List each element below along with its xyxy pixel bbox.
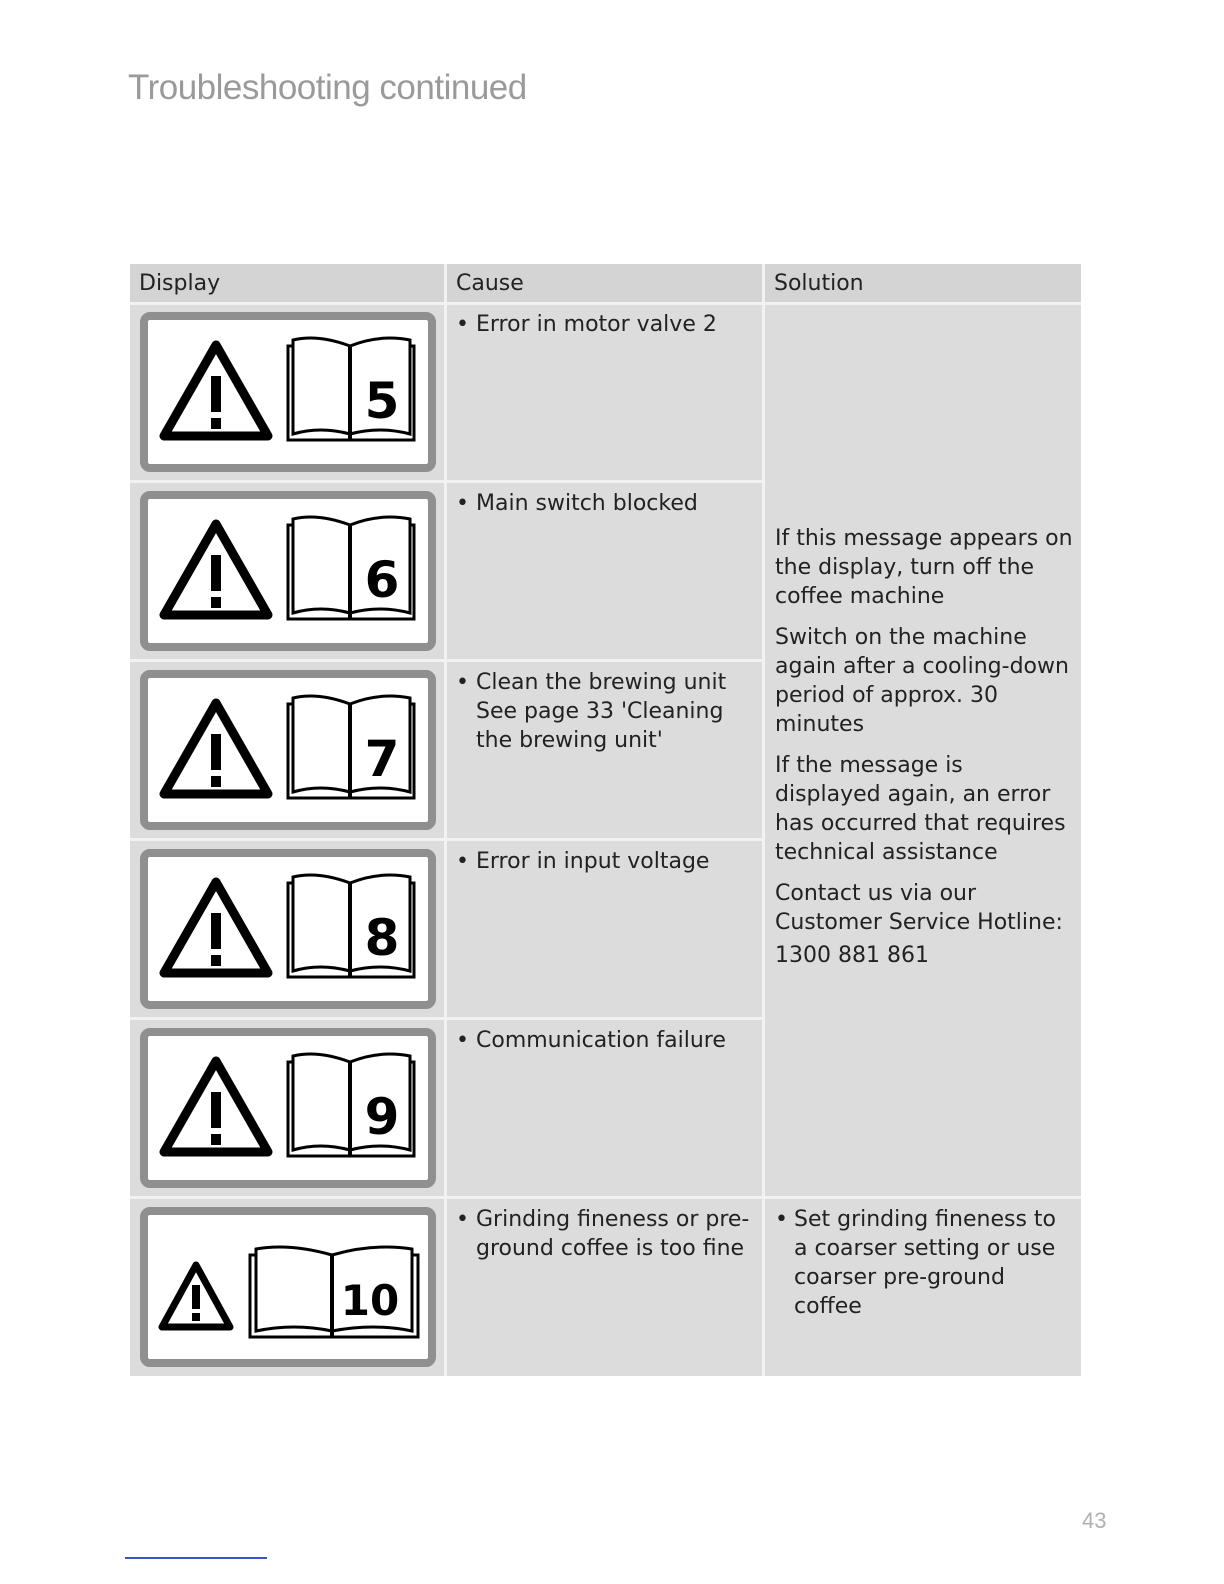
cause-cell — [456, 1205, 756, 1263]
bullet: • — [456, 1028, 469, 1053]
bullet: • — [456, 491, 469, 516]
page-title: Troubleshooting continued — [128, 68, 527, 107]
cause-text: Communication failure — [476, 1028, 726, 1053]
column-divider — [762, 264, 765, 1376]
error-code-label: 8 — [364, 909, 400, 967]
warning-triangle-icon — [162, 1265, 230, 1327]
header-display: Display — [130, 264, 444, 302]
solution-cell — [775, 1205, 1075, 1321]
cause-text: Main switch blocked — [476, 491, 698, 516]
cause-text: Clean the brewing unit See page 33 'Cleaning the brewing unit' — [476, 670, 727, 753]
bullet: • — [456, 312, 469, 337]
page-number: 43 — [1082, 1508, 1107, 1533]
warning-triangle-icon — [164, 1061, 268, 1152]
bullet: • — [775, 1207, 788, 1232]
error-code-label: 5 — [364, 372, 400, 430]
row-divider — [130, 1017, 762, 1020]
display-error-9 — [140, 1028, 436, 1188]
display-error-6 — [140, 491, 436, 651]
solution-paragraph: If this message appears on the display, turn off the coffee machine — [775, 526, 1073, 609]
error-code-label: 6 — [364, 551, 400, 609]
bullet: • — [456, 670, 469, 695]
cause-text: Error in input voltage — [476, 849, 710, 874]
error-code-label: 7 — [364, 730, 400, 788]
troubleshooting-table — [130, 264, 1081, 1376]
footer-rule — [125, 1557, 267, 1559]
row-divider — [130, 480, 762, 483]
header-divider — [130, 302, 1081, 305]
solution-paragraph: If the message is displayed again, an error has occurred that requires technical assistance — [775, 753, 1066, 865]
error-code-label: 10 — [340, 1276, 400, 1325]
row-divider — [130, 659, 762, 662]
error-code-label: 9 — [364, 1088, 400, 1146]
cause-cell — [456, 489, 756, 518]
display-error-5 — [140, 312, 436, 472]
header-cause: Cause — [447, 264, 762, 302]
row-divider — [130, 1196, 1081, 1199]
warning-triangle-icon — [164, 882, 268, 973]
cause-text: Grinding fineness or pre-ground coffee is too fine — [476, 1207, 750, 1261]
warning-triangle-icon — [164, 703, 268, 794]
cause-cell — [456, 310, 756, 339]
solution-paragraph: Switch on the machine again after a cooling-down period of approx. 30 minutes — [775, 625, 1069, 737]
warning-triangle-icon — [164, 345, 268, 436]
display-error-8 — [140, 849, 436, 1009]
display-error-7 — [140, 670, 436, 830]
bullet: • — [456, 849, 469, 874]
cause-cell — [456, 668, 756, 755]
bullet: • — [456, 1207, 469, 1232]
solution-paragraph: Contact us via our Customer Service Hotline: — [775, 881, 1063, 935]
display-error-10 — [140, 1207, 436, 1367]
cause-text: Error in motor valve 2 — [476, 312, 717, 337]
cause-cell — [456, 1026, 756, 1055]
warning-triangle-icon — [164, 524, 268, 615]
shared-solution — [775, 524, 1075, 982]
solution-text: Set grinding fineness to a coarser setting or use coarser pre-ground coffee — [794, 1207, 1056, 1319]
hotline-number: 1300 881 861 — [775, 943, 929, 968]
column-divider — [444, 264, 447, 1376]
cause-cell — [456, 847, 756, 876]
header-solution: Solution — [765, 264, 1081, 302]
row-divider — [130, 838, 762, 841]
